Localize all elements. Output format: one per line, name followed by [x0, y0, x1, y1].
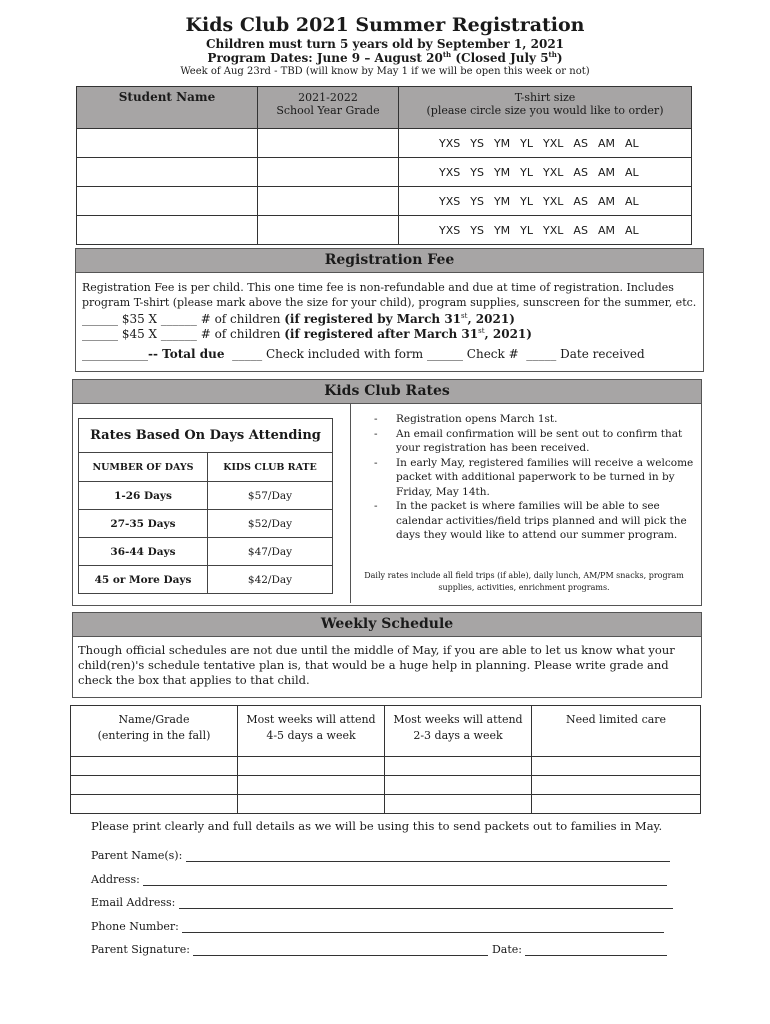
parent-name-label: Parent Name(s):	[91, 849, 183, 862]
weekly-schedule-text: Though official schedules are not due until the middle of May, if you are able to let us know what your child(ren)'s schedule tentative plan is, that would be a huge help in planning. Please write grade and check the box that applies to that child.	[78, 643, 675, 687]
attend-4-5-header: Most weeks will attend 4-5 days a week	[238, 706, 385, 757]
days-cell: 45 or More Days	[79, 566, 208, 594]
program-dates: Program Dates: June 9 – August 20th (Closed July 5th)	[207, 50, 563, 65]
tshirt-header: T-shirt size (please circle size you would like to order)	[399, 87, 692, 129]
limited-care-header: Need limited care	[532, 706, 701, 757]
rates-header: Kids Club Rates	[73, 380, 701, 404]
phone-label: Phone Number:	[91, 920, 179, 933]
grade-cell[interactable]	[258, 216, 399, 245]
print-instructions: Please print clearly and full details as we will be using this to send packets out to families in May.	[91, 819, 663, 833]
student-name-header: Student Name	[77, 87, 258, 129]
grade-cell[interactable]	[258, 129, 399, 158]
week-note: Week of Aug 23rd - TBD (will know by May 1 if we will be open this week or not)	[180, 66, 590, 77]
table-row	[79, 510, 333, 538]
email-line[interactable]	[179, 896, 673, 909]
attend-4-5-checkbox[interactable]	[238, 776, 385, 795]
limited-care-checkbox[interactable]	[532, 757, 701, 776]
registration-fee-section	[75, 248, 704, 372]
weekly-table	[70, 705, 701, 814]
list-item: - Registration opens March 1st.	[372, 412, 702, 427]
rates-divider	[350, 403, 351, 603]
attend-2-3-header: Most weeks will attend 2-3 days a week	[385, 706, 532, 757]
parent-name-line[interactable]	[186, 849, 670, 862]
rate-cell: $47/Day	[208, 538, 333, 566]
rates-table-title: Rates Based On Days Attending	[79, 419, 333, 453]
table-row	[79, 566, 333, 594]
student-name-cell[interactable]	[77, 216, 258, 245]
tshirt-size-options[interactable]: YXS YS YM YL YXL AS AM AL	[399, 187, 692, 216]
email-field[interactable]	[91, 896, 673, 909]
signature-field[interactable]	[91, 943, 667, 956]
fee-row-early[interactable]: ______ $35 X ______ # of children (if registered by March 31st, 2021)	[82, 312, 515, 326]
address-label: Address:	[91, 873, 140, 886]
table-row	[71, 776, 701, 795]
date-line[interactable]	[525, 943, 667, 956]
registration-fee-text: Registration Fee is per child. This one time fee is non-refundable and due at time of registration. Includes program T-shirt (please mark above the size for your child), program supplies, sunscreen for the summer, etc.	[82, 281, 697, 309]
name-grade-cell[interactable]	[71, 776, 238, 795]
grade-cell[interactable]	[258, 187, 399, 216]
student-name-cell[interactable]	[77, 187, 258, 216]
rate-cell: $52/Day	[208, 510, 333, 538]
table-row	[79, 538, 333, 566]
grade-header: 2021-2022 School Year Grade	[258, 87, 399, 129]
limited-care-checkbox[interactable]	[532, 776, 701, 795]
student-table	[76, 86, 692, 245]
parent-name-field[interactable]	[91, 849, 670, 862]
student-name-cell[interactable]	[77, 158, 258, 187]
fee-row-late[interactable]: ______ $45 X ______ # of children (if registered after March 31st, 2021)	[82, 327, 532, 341]
email-label: Email Address:	[91, 896, 176, 909]
page-title: Kids Club 2021 Summer Registration	[185, 14, 585, 36]
grade-cell[interactable]	[258, 158, 399, 187]
signature-label: Parent Signature:	[91, 943, 190, 956]
rate-cell: $42/Day	[208, 566, 333, 594]
table-row	[77, 187, 692, 216]
attend-2-3-checkbox[interactable]	[385, 757, 532, 776]
days-column-header: NUMBER OF DAYS	[79, 453, 208, 482]
tshirt-size-options[interactable]: YXS YS YM YL YXL AS AM AL	[399, 216, 692, 245]
address-line[interactable]	[143, 873, 667, 886]
total-due-row[interactable]: ___________-- Total due _____ Check included with form ______ Check # _____ Date received	[82, 347, 645, 361]
rates-note: Daily rates include all field trips (if able), daily lunch, AM/PM snacks, program supplies, activities, enrichment programs.	[364, 571, 684, 592]
list-item: - An email confirmation will be sent out to confirm that your registration has been received.	[372, 427, 702, 456]
phone-field[interactable]	[91, 920, 664, 933]
student-name-cell[interactable]	[77, 129, 258, 158]
rates-table	[78, 418, 333, 594]
list-item: - In early May, registered families will receive a welcome packet with additional paperwork to be turned in by Friday, May 14th.	[372, 456, 702, 500]
table-row	[77, 216, 692, 245]
age-requirement: Children must turn 5 years old by September 1, 2021	[205, 37, 565, 51]
attend-2-3-checkbox[interactable]	[385, 776, 532, 795]
name-grade-cell[interactable]	[71, 795, 238, 814]
attend-4-5-checkbox[interactable]	[238, 757, 385, 776]
date-label: Date:	[491, 943, 522, 956]
table-row	[77, 129, 692, 158]
weekly-schedule-section	[72, 612, 702, 698]
registration-fee-header: Registration Fee	[76, 249, 703, 273]
list-item: - In the packet is where families will be able to see calendar activities/field trips planned and will pick the days they would like to attend our summer program.	[372, 499, 702, 543]
phone-line[interactable]	[182, 920, 664, 933]
table-row	[77, 158, 692, 187]
rate-cell: $57/Day	[208, 482, 333, 510]
address-field[interactable]	[91, 873, 667, 886]
name-grade-cell[interactable]	[71, 757, 238, 776]
signature-line[interactable]	[193, 943, 488, 956]
limited-care-checkbox[interactable]	[532, 795, 701, 814]
weekly-schedule-header: Weekly Schedule	[73, 613, 701, 637]
days-cell: 1-26 Days	[79, 482, 208, 510]
days-cell: 36-44 Days	[79, 538, 208, 566]
attend-2-3-checkbox[interactable]	[385, 795, 532, 814]
tshirt-size-options[interactable]: YXS YS YM YL YXL AS AM AL	[399, 129, 692, 158]
table-row	[71, 795, 701, 814]
attend-4-5-checkbox[interactable]	[238, 795, 385, 814]
days-cell: 27-35 Days	[79, 510, 208, 538]
rate-column-header: KIDS CLUB RATE	[208, 453, 333, 482]
rates-info-list	[372, 412, 702, 543]
tshirt-size-options[interactable]: YXS YS YM YL YXL AS AM AL	[399, 158, 692, 187]
table-row	[79, 482, 333, 510]
name-grade-header: Name/Grade (entering in the fall)	[71, 706, 238, 757]
table-row	[71, 757, 701, 776]
